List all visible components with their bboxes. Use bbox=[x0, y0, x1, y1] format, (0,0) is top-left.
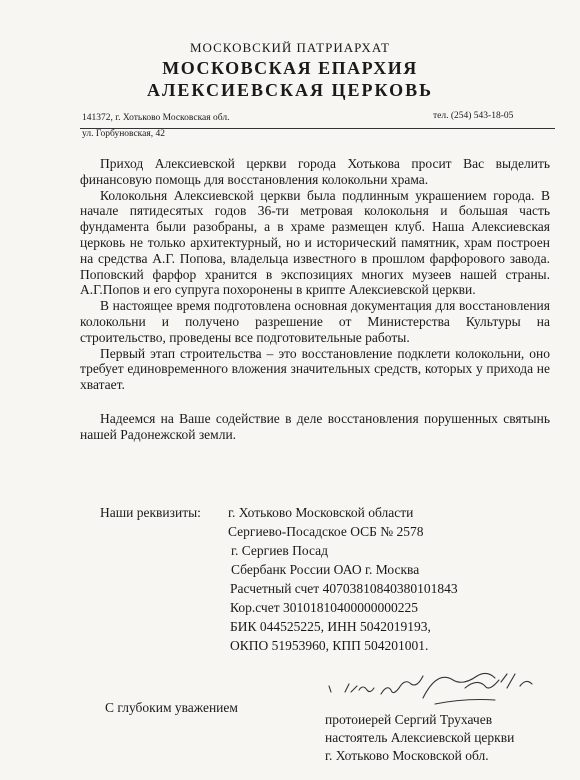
phone-number: тел. (254) 543-18-05 bbox=[433, 111, 514, 121]
requisite-line: Сергиево-Посадское ОСБ № 2578 bbox=[228, 524, 424, 539]
paragraph-request: Приход Алексиевской церкви города Хотькова просит Вас выделить финансовую помощь для восстановления колокольни храма. bbox=[80, 156, 550, 187]
letterhead-church: АЛЕКСИЕВСКАЯ ЦЕРКОВЬ bbox=[146, 80, 434, 100]
address-line-1: 141372, г. Хотьково Московская обл. bbox=[82, 113, 230, 123]
address-line-2: ул. Горбуновская, 42 bbox=[82, 129, 165, 139]
requisite-line: Расчетный счет 40703810840380101843 bbox=[230, 581, 458, 596]
requisite-line: г. Сергиев Посад bbox=[231, 543, 329, 558]
requisite-line: г. Хотьково Московской области bbox=[228, 505, 414, 520]
requisite-line: Сбербанк России ОАО г. Москва bbox=[231, 562, 420, 577]
paragraph-hope: Надеемся на Ваше содействие в деле восстановления порушенных святынь нашей Радонежской земли. bbox=[80, 410, 550, 442]
letterhead-patriarchate: МОСКОВСКИЙ ПАТРИАРХАТ bbox=[189, 40, 391, 55]
signer-name: протоиерей Сергий Трухачев bbox=[325, 712, 493, 727]
closing-regards: С глубоким уважением bbox=[105, 700, 238, 715]
requisite-line: Кор.счет 30101810400000000225 bbox=[230, 600, 418, 615]
signer-position: настоятель Алексиевской церкви bbox=[325, 730, 515, 745]
letterhead-eparchy: МОСКОВСКАЯ ЕПАРХИЯ bbox=[162, 58, 418, 78]
signer-location: г. Хотьково Московской обл. bbox=[325, 748, 489, 763]
paragraph-documentation: В настоящее время подготовлена основная документация для восстановления колокольни и получено разрешение от Министерства Культуры на строительство, проведены все подготовительные работы. bbox=[80, 298, 550, 345]
requisite-line: ОКПО 51953960, КПП 504201001. bbox=[230, 638, 429, 653]
paragraph-first-stage: Первый этап строительства – это восстановление подклети колокольни, оно требует единовременного вложения значительных средств, которых у прихода не хватает. bbox=[80, 345, 550, 393]
paragraph-history: Колокольня Алексиевской церкви была подлинным украшением города. В начале пятидесятых годов 36-ти метровая колокольня и большая часть фундамента были разобраны, а в храме размещен клуб. Наша Алексиевская церковь не только архитектурный, но и исторический памятник, храм построен на средства А.Г. Попова, владельца известного в прошлом фарфорового завода. Поповский фарфор хранится в экспозициях многих музеев нашей страны. А.Г.Попов и его супруга похоронены в крипте Алексиевской церкви. bbox=[80, 187, 550, 298]
letter-body bbox=[80, 156, 550, 443]
requisites-label: Наши реквизиты: bbox=[100, 505, 201, 520]
requisite-line: БИК 044525225, ИНН 5042019193, bbox=[230, 619, 431, 634]
